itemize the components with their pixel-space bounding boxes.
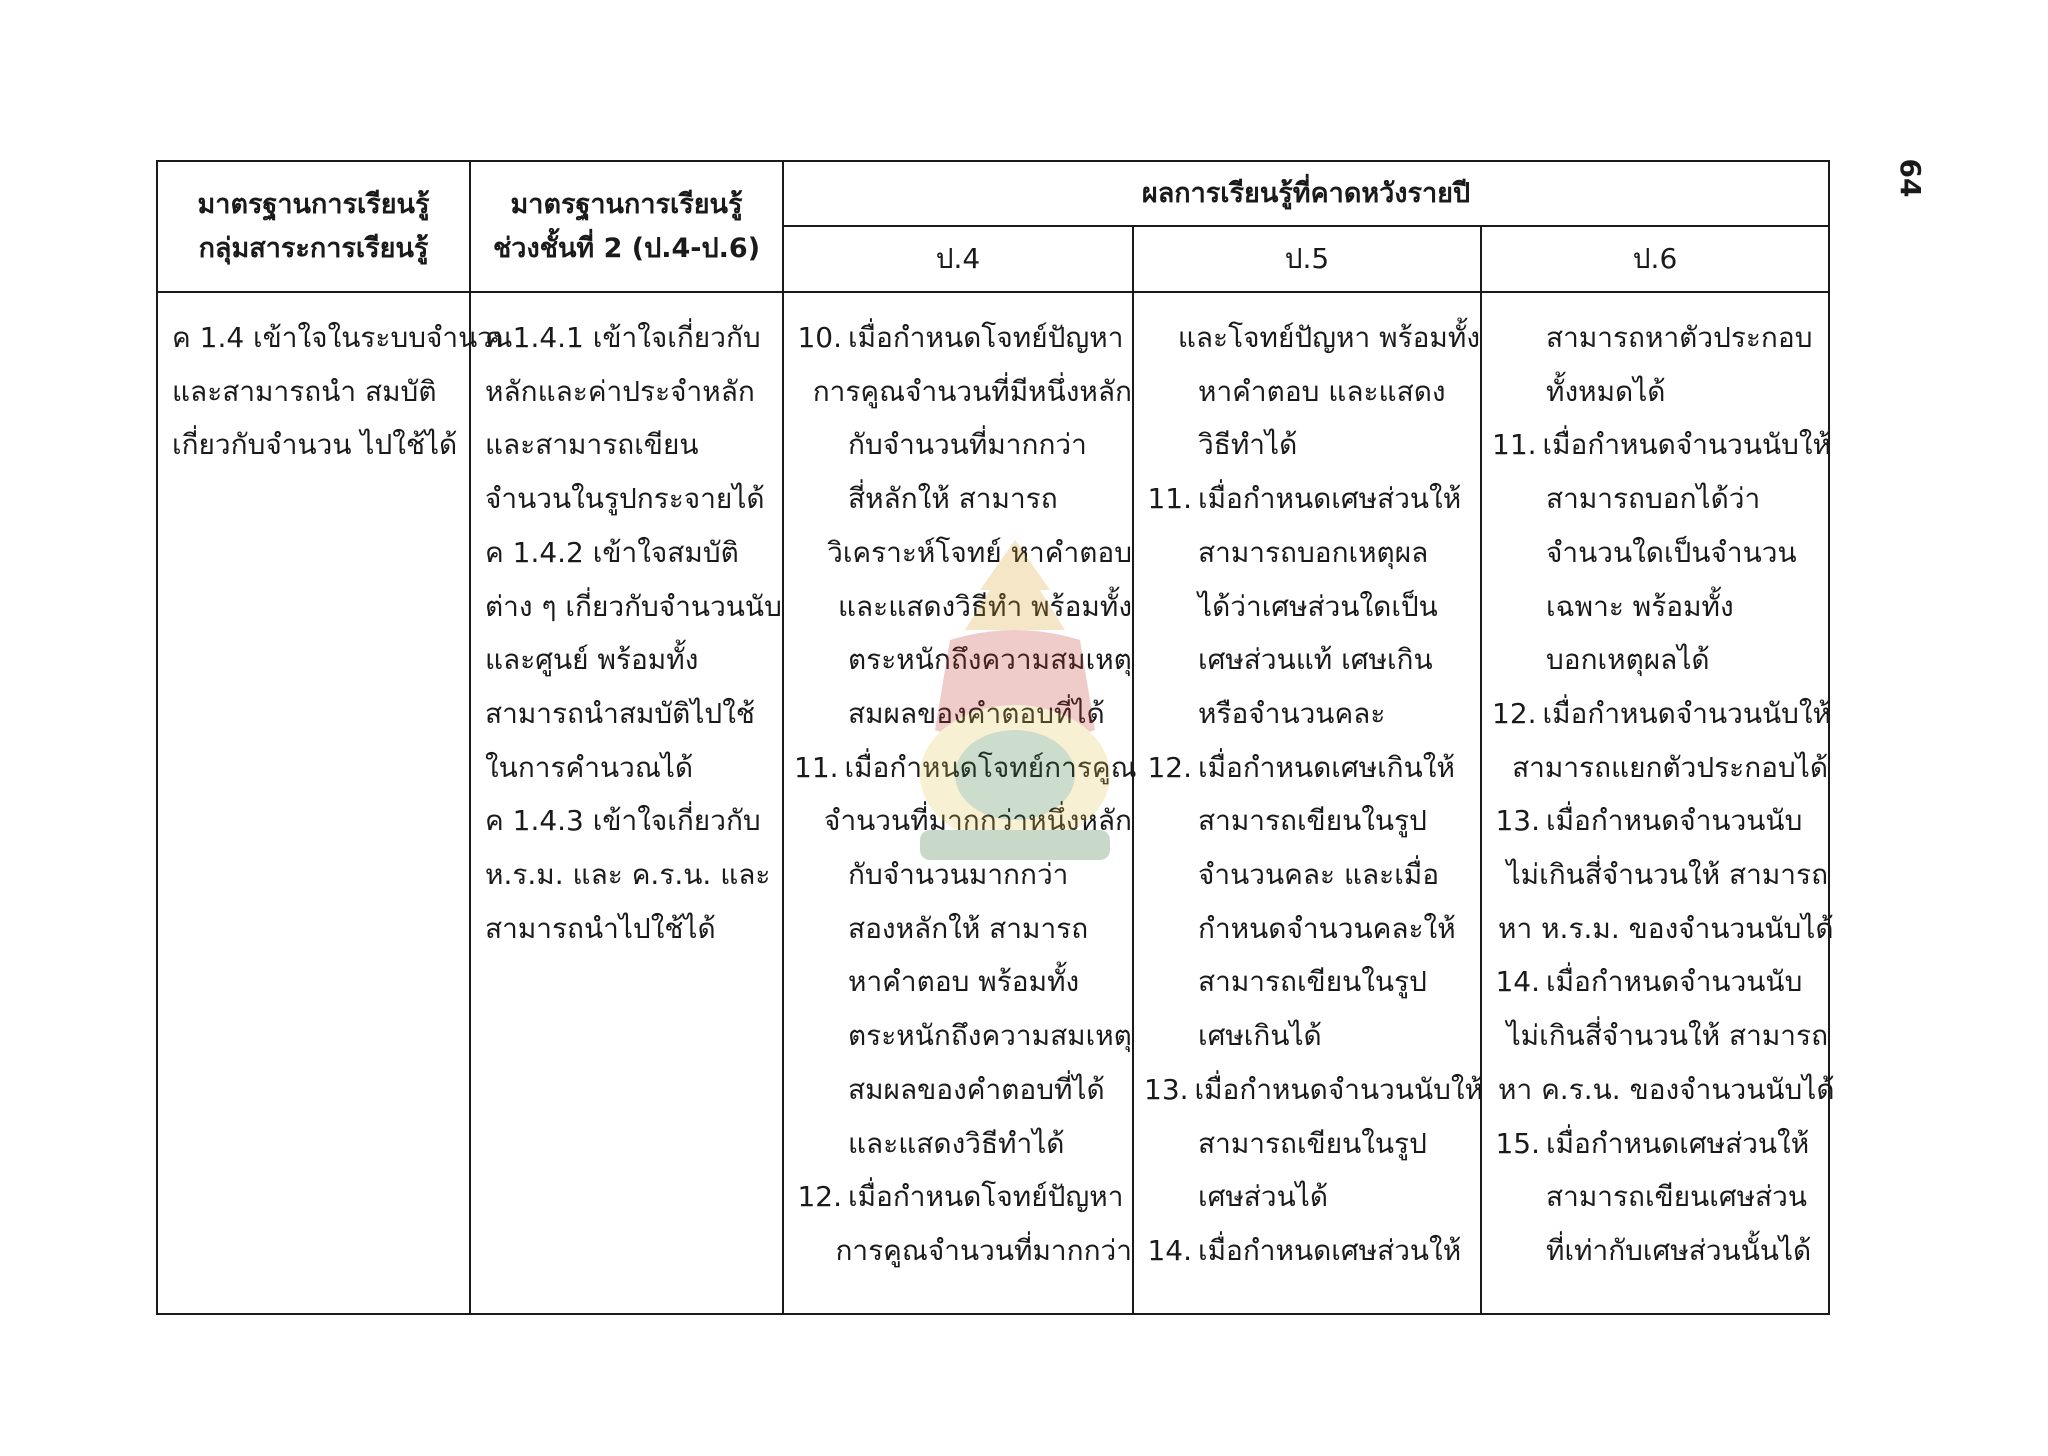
outcome-line xyxy=(1144,580,1480,634)
outcome-line xyxy=(794,311,1132,365)
outcome-number xyxy=(794,418,848,472)
outcome-number xyxy=(1492,741,1512,795)
header-expected-outcomes: ผลการเรียนรู้ที่คาดหวังรายปี xyxy=(783,161,1829,226)
outcome-number: 12. xyxy=(797,1180,842,1214)
outcome-text: การคูณจำนวนที่มากกว่า xyxy=(835,1233,1132,1267)
page-number: 64 xyxy=(1894,158,1927,198)
curriculum-table xyxy=(156,160,1835,1315)
cell-standard-group xyxy=(157,292,513,1314)
outcome-line xyxy=(1492,1063,1835,1117)
outcome-number xyxy=(794,633,848,687)
outcome-number xyxy=(1144,794,1198,848)
outcome-line xyxy=(1144,955,1480,1009)
outcome-number: 12. xyxy=(1492,696,1537,730)
outcome-text: สามารถบอกเหตุผล xyxy=(1198,535,1429,569)
outcome-line xyxy=(794,902,1132,956)
outcome-number xyxy=(1492,472,1546,526)
outcome-number xyxy=(1492,633,1546,687)
standard-level-line: สามารถนำไปใช้ได้ xyxy=(485,911,716,945)
outcome-line xyxy=(1492,1117,1828,1171)
outcome-text: และโจทย์ปัญหา พร้อมทั้ง xyxy=(1177,321,1480,354)
outcome-text: หา ค.ร.น. ของจำนวนนับได้ xyxy=(1498,1072,1835,1106)
outcome-line xyxy=(1144,418,1480,472)
header-col1-line2: กลุ่มสาระการเรียนรู้ xyxy=(198,232,429,264)
outcome-text: จำนวนใดเป็นจำนวน xyxy=(1546,535,1797,569)
outcome-line xyxy=(794,794,1132,848)
outcome-number xyxy=(1492,365,1546,419)
outcome-number xyxy=(1492,311,1546,365)
outcome-line xyxy=(1492,687,1832,741)
outcome-line xyxy=(1492,848,1828,902)
outcome-number xyxy=(1144,687,1198,741)
standard-level-line: ในการคำนวณได้ xyxy=(485,750,694,784)
cell-grade-p5 xyxy=(1133,292,1484,1314)
standard-level-line: ห.ร.ม. และ ค.ร.น. และ xyxy=(485,858,771,892)
outcome-text: และแสดงวิธีทำได้ xyxy=(848,1126,1065,1160)
outcome-text: ตระหนักถึงความสมเหตุ xyxy=(848,1019,1132,1053)
outcome-line xyxy=(794,848,1132,902)
outcome-number xyxy=(1492,526,1546,580)
outcome-line xyxy=(1492,365,1828,419)
outcome-line xyxy=(794,741,1137,795)
outcome-line xyxy=(1144,633,1480,687)
standard-group-line: ค 1.4 เข้าใจในระบบจำนวน xyxy=(172,321,513,354)
outcome-number xyxy=(1144,418,1198,472)
outcome-line xyxy=(1492,1009,1828,1063)
outcome-line xyxy=(1144,902,1480,956)
standard-level-line: และศูนย์ พร้อมทั้ง xyxy=(485,643,699,677)
header-col1-line1: มาตรฐานการเรียนรู้ xyxy=(197,188,430,220)
outcome-text: ทั้งหมดได้ xyxy=(1546,374,1666,408)
outcome-text: หรือจำนวนคละ xyxy=(1198,696,1386,730)
outcome-number xyxy=(1492,1170,1546,1224)
outcome-text: วิเคราะห์โจทย์ หาคำตอบ xyxy=(827,535,1132,569)
standard-level-line: จำนวนในรูปกระจายได้ xyxy=(485,482,765,516)
outcome-text: ที่เท่ากับเศษส่วนนั้นได้ xyxy=(1546,1233,1812,1267)
outcome-text: สามารถบอกได้ว่า xyxy=(1546,482,1761,516)
outcome-text: เมื่อกำหนดจำนวนนับให้ xyxy=(1194,1072,1484,1106)
outcome-text: หาคำตอบ พร้อมทั้ง xyxy=(848,965,1080,999)
standard-level-line: และสามารถเขียน xyxy=(485,428,699,462)
cell-standard-level xyxy=(470,292,783,1314)
outcome-text: ไม่เกินสี่จำนวนให้ สามารถ xyxy=(1506,858,1829,892)
outcome-number xyxy=(794,1009,848,1063)
outcome-number xyxy=(794,1117,848,1171)
outcome-number: 15. xyxy=(1495,1126,1540,1160)
outcome-line xyxy=(794,687,1132,741)
outcome-number xyxy=(1144,955,1198,1009)
outcome-line xyxy=(794,1224,1132,1278)
outcome-text: เมื่อกำหนดจำนวนนับให้ xyxy=(1542,696,1832,730)
outcome-number: 14. xyxy=(1147,1233,1192,1267)
outcome-line xyxy=(1144,687,1480,741)
standard-level-line: ต่าง ๆ เกี่ยวกับจำนวนนับ xyxy=(485,589,782,623)
header-grade-p4: ป.4 xyxy=(783,226,1133,292)
outcome-line xyxy=(1492,741,1828,795)
outcome-line xyxy=(1492,794,1828,848)
outcome-line xyxy=(1492,902,1834,956)
outcome-number: 14. xyxy=(1495,965,1540,999)
outcome-line xyxy=(1144,311,1480,365)
outcome-text: เมื่อกำหนดเศษส่วนให้ xyxy=(1198,482,1462,516)
outcome-line xyxy=(1492,472,1828,526)
outcome-text: เศษส่วนได้ xyxy=(1198,1180,1329,1214)
outcome-line xyxy=(1144,1224,1480,1278)
outcome-text: เศษเกินได้ xyxy=(1198,1019,1322,1053)
outcome-text: วิธีทำได้ xyxy=(1198,428,1298,462)
outcome-line xyxy=(1144,472,1480,526)
outcome-text: หาคำตอบ และแสดง xyxy=(1198,374,1446,408)
outcome-text: เมื่อกำหนดเศษส่วนให้ xyxy=(1198,1233,1462,1267)
outcome-number xyxy=(1144,311,1178,365)
outcome-number xyxy=(1492,1009,1507,1063)
outcome-line xyxy=(1492,580,1828,634)
outcome-text: กับจำนวนมากกว่า xyxy=(848,858,1069,892)
outcome-line xyxy=(1144,1117,1480,1171)
outcome-line xyxy=(1144,1063,1484,1117)
outcome-line xyxy=(794,1117,1132,1171)
outcome-text: เมื่อกำหนดเศษเกินให้ xyxy=(1198,750,1455,784)
outcome-text: เมื่อกำหนดจำนวนนับให้ xyxy=(1542,428,1832,462)
outcome-line xyxy=(1492,418,1832,472)
outcome-number xyxy=(1144,633,1198,687)
outcome-text: กำหนดจำนวนคละให้ xyxy=(1198,911,1456,945)
header-grade-p6: ป.6 xyxy=(1481,226,1829,292)
outcome-text: สมผลของคำตอบที่ได้ xyxy=(848,696,1105,730)
outcome-line xyxy=(794,955,1132,1009)
outcome-text: จำนวนที่มากกว่าหนึ่งหลัก xyxy=(824,804,1132,838)
outcome-text: เมื่อกำหนดเศษส่วนให้ xyxy=(1546,1126,1810,1160)
outcome-line xyxy=(1492,955,1828,1009)
outcome-text: เฉพาะ พร้อมทั้ง xyxy=(1546,589,1734,623)
outcome-text: ไม่เกินสี่จำนวนให้ สามารถ xyxy=(1506,1019,1829,1053)
outcome-line xyxy=(794,1063,1132,1117)
standard-group-line: เกี่ยวกับจำนวน ไปใช้ได้ xyxy=(172,428,458,462)
outcome-line xyxy=(1492,526,1828,580)
outcome-text: เมื่อกำหนดจำนวนนับ xyxy=(1546,965,1803,999)
outcome-line xyxy=(794,580,1132,634)
outcome-text: เมื่อกำหนดโจทย์ปัญหา xyxy=(848,1180,1124,1214)
outcome-number: 13. xyxy=(1144,1072,1189,1106)
outcome-text: สามารถหาตัวประกอบ xyxy=(1546,321,1813,354)
cell-grade-p4 xyxy=(783,292,1137,1314)
outcome-number xyxy=(794,472,848,526)
outcome-text: สามารถเขียนในรูป xyxy=(1198,1126,1427,1160)
outcome-line xyxy=(1144,794,1480,848)
outcome-number xyxy=(1144,526,1198,580)
outcome-number xyxy=(1492,1224,1546,1278)
outcome-number xyxy=(1144,580,1198,634)
header-learning-standard-level xyxy=(470,161,783,292)
outcome-number xyxy=(794,1224,835,1278)
outcome-text: และแสดงวิธีทำ พร้อมทั้ง xyxy=(837,589,1132,623)
outcome-number xyxy=(794,687,848,741)
outcome-text: สามารถเขียนเศษส่วน xyxy=(1546,1180,1807,1214)
outcome-number: 11. xyxy=(1147,482,1192,516)
outcome-number xyxy=(1492,848,1507,902)
outcome-number xyxy=(794,902,848,956)
header-learning-standard-group xyxy=(157,161,470,292)
outcome-text: สมผลของคำตอบที่ได้ xyxy=(848,1072,1105,1106)
outcome-line xyxy=(1492,311,1828,365)
outcome-text: เศษส่วนแท้ เศษเกิน xyxy=(1198,643,1433,677)
outcome-number: 11. xyxy=(794,750,839,784)
outcome-text: เมื่อกำหนดจำนวนนับ xyxy=(1546,804,1803,838)
outcome-line xyxy=(1144,1009,1480,1063)
outcome-line xyxy=(1144,741,1480,795)
outcome-number xyxy=(794,580,838,634)
grade-p6-outcomes xyxy=(1482,311,1835,1278)
outcome-text: จำนวนคละ และเมื่อ xyxy=(1198,858,1440,892)
outcome-text: เมื่อกำหนดโจทย์ปัญหา xyxy=(848,321,1124,354)
outcome-line xyxy=(1144,1170,1480,1224)
outcome-line xyxy=(794,1009,1132,1063)
header-col2-line2: ช่วงชั้นที่ 2 (ป.4-ป.6) xyxy=(492,232,761,264)
standard-group-text xyxy=(158,311,513,472)
outcome-line xyxy=(794,418,1132,472)
outcome-text: สามารถแยกตัวประกอบได้ xyxy=(1512,750,1829,784)
outcome-line xyxy=(794,365,1132,419)
outcome-number: 12. xyxy=(1147,750,1192,784)
outcome-number xyxy=(1144,848,1198,902)
outcome-number xyxy=(1144,1117,1198,1171)
outcome-number xyxy=(794,526,827,580)
outcome-number: 13. xyxy=(1495,804,1540,838)
outcome-text: สองหลักให้ สามารถ xyxy=(848,911,1089,945)
grade-p4-outcomes xyxy=(784,311,1137,1278)
outcome-text: สามารถเขียนในรูป xyxy=(1198,804,1427,838)
outcome-number xyxy=(1144,902,1198,956)
cell-grade-p6 xyxy=(1481,292,1835,1314)
outcome-line xyxy=(794,526,1132,580)
outcome-text: ได้ว่าเศษส่วนใดเป็น xyxy=(1198,589,1438,623)
outcome-line xyxy=(1492,1170,1828,1224)
outcome-line xyxy=(794,1170,1132,1224)
outcome-number xyxy=(794,955,848,1009)
outcome-text: ตระหนักถึงความสมเหตุ xyxy=(848,643,1132,677)
standard-level-line: สามารถนำสมบัติไปใช้ xyxy=(485,696,755,730)
outcome-number xyxy=(794,1063,848,1117)
standard-level-line: ค 1.4.1 เข้าใจเกี่ยวกับ xyxy=(485,321,761,354)
outcome-text: สามารถเขียนในรูป xyxy=(1198,965,1427,999)
outcome-line xyxy=(1144,526,1480,580)
outcome-text: สี่หลักให้ สามารถ xyxy=(848,482,1058,516)
outcome-number xyxy=(794,365,813,419)
outcome-number xyxy=(1144,1009,1198,1063)
outcome-text: เมื่อกำหนดโจทย์การคูณ xyxy=(844,750,1137,784)
outcome-line xyxy=(1492,1224,1828,1278)
standard-level-line: ค 1.4.2 เข้าใจสมบัติ xyxy=(485,535,739,569)
outcome-number: 10. xyxy=(797,321,842,354)
outcome-number xyxy=(1492,580,1546,634)
outcome-text: หา ห.ร.ม. ของจำนวนนับได้ xyxy=(1498,911,1834,945)
outcome-number xyxy=(1144,1170,1198,1224)
grade-p5-outcomes xyxy=(1134,311,1484,1278)
header-col2-line1: มาตรฐานการเรียนรู้ xyxy=(510,188,743,220)
outcome-text: บอกเหตุผลได้ xyxy=(1546,643,1710,677)
outcome-number xyxy=(794,794,824,848)
outcome-line xyxy=(794,633,1132,687)
outcome-number xyxy=(794,848,848,902)
outcome-number: 11. xyxy=(1492,428,1537,462)
outcome-text: กับจำนวนที่มากกว่า xyxy=(848,428,1087,462)
outcome-number xyxy=(1144,365,1198,419)
header-grade-p5: ป.5 xyxy=(1133,226,1481,292)
outcome-line xyxy=(794,472,1132,526)
standard-level-line: หลักและค่าประจำหลัก xyxy=(485,374,755,408)
outcome-line xyxy=(1144,365,1480,419)
outcome-line xyxy=(1144,848,1480,902)
standard-level-text xyxy=(471,311,782,955)
outcome-text: การคูณจำนวนที่มีหนึ่งหลัก xyxy=(812,374,1132,408)
standard-level-line: ค 1.4.3 เข้าใจเกี่ยวกับ xyxy=(485,804,761,838)
outcome-line xyxy=(1492,633,1828,687)
standard-group-line: และสามารถนำ สมบัติ xyxy=(172,374,437,408)
